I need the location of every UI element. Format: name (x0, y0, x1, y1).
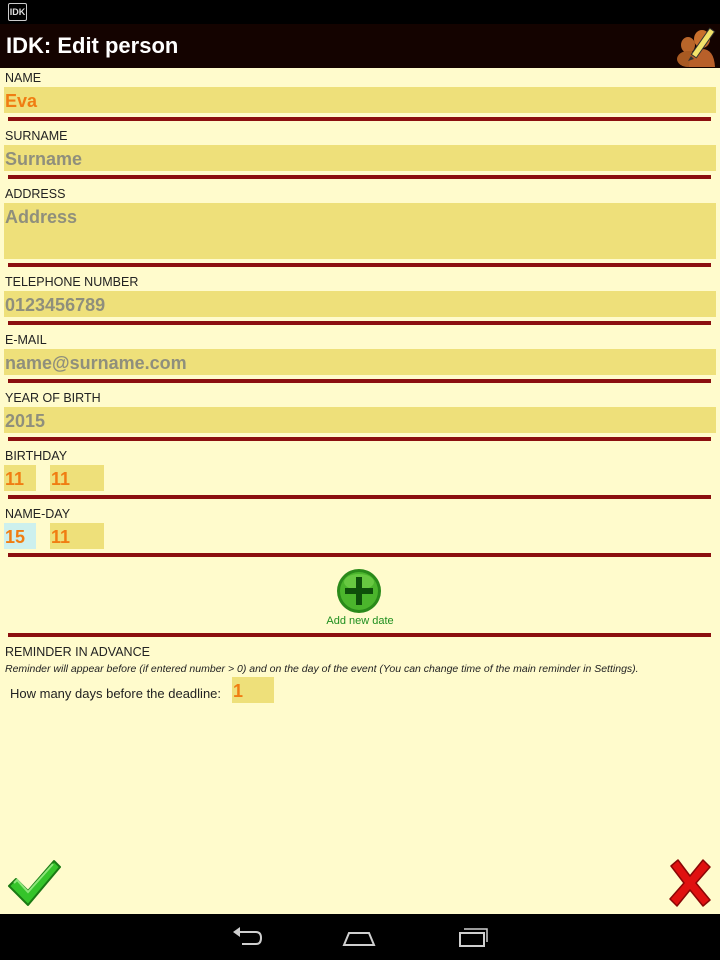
back-icon[interactable] (228, 923, 264, 951)
name-input[interactable]: Eva (4, 87, 716, 113)
days-before-input[interactable]: 1 (232, 677, 274, 703)
confirm-check-icon[interactable] (6, 858, 62, 908)
birthday-label: BIRTHDAY (5, 449, 68, 463)
app-notification-icon: IDK (8, 3, 27, 21)
divider (8, 437, 711, 441)
add-date-label[interactable]: Add new date (326, 615, 394, 627)
add-date-button[interactable] (336, 568, 382, 614)
name-label: NAME (5, 71, 42, 85)
reminder-label: REMINDER IN ADVANCE (5, 645, 150, 659)
divider (8, 495, 711, 499)
address-input[interactable]: Address (4, 203, 716, 259)
divider (8, 175, 711, 179)
reminder-hint: Reminder will appear before (if entered number > 0) and on the day of the event (You can change time of the main reminder in Settings). (5, 663, 639, 675)
telephone-input[interactable]: 0123456789 (4, 291, 716, 317)
birthday-month-input[interactable]: 11 (50, 465, 104, 491)
year-of-birth-input[interactable]: 2015 (4, 407, 716, 433)
action-bar (0, 24, 720, 68)
cancel-x-icon[interactable] (668, 858, 712, 908)
divider (8, 633, 711, 637)
navigation-bar (0, 914, 720, 960)
divider (8, 117, 711, 121)
email-label: E-MAIL (5, 333, 47, 347)
status-bar (0, 0, 720, 24)
surname-label: SURNAME (5, 129, 68, 143)
nameday-month-input[interactable]: 11 (50, 523, 104, 549)
home-icon[interactable] (341, 923, 377, 951)
person-edit-logo-icon[interactable] (676, 25, 716, 67)
birthday-day-input[interactable]: 11 (4, 465, 36, 491)
email-input[interactable]: name@surname.com (4, 349, 716, 375)
days-before-label: How many days before the deadline: (10, 686, 222, 701)
page-title: IDK: Edit person (6, 33, 179, 58)
divider (8, 553, 711, 557)
surname-input[interactable]: Surname (4, 145, 716, 171)
telephone-label: TELEPHONE NUMBER (5, 275, 139, 289)
year-of-birth-label: YEAR OF BIRTH (5, 391, 101, 405)
address-label: ADDRESS (5, 187, 66, 201)
divider (8, 379, 711, 383)
divider (8, 321, 711, 325)
nameday-day-input[interactable]: 15 (4, 523, 36, 549)
recent-apps-icon[interactable] (454, 923, 490, 951)
nameday-label: NAME-DAY (5, 507, 71, 521)
divider (8, 263, 711, 267)
